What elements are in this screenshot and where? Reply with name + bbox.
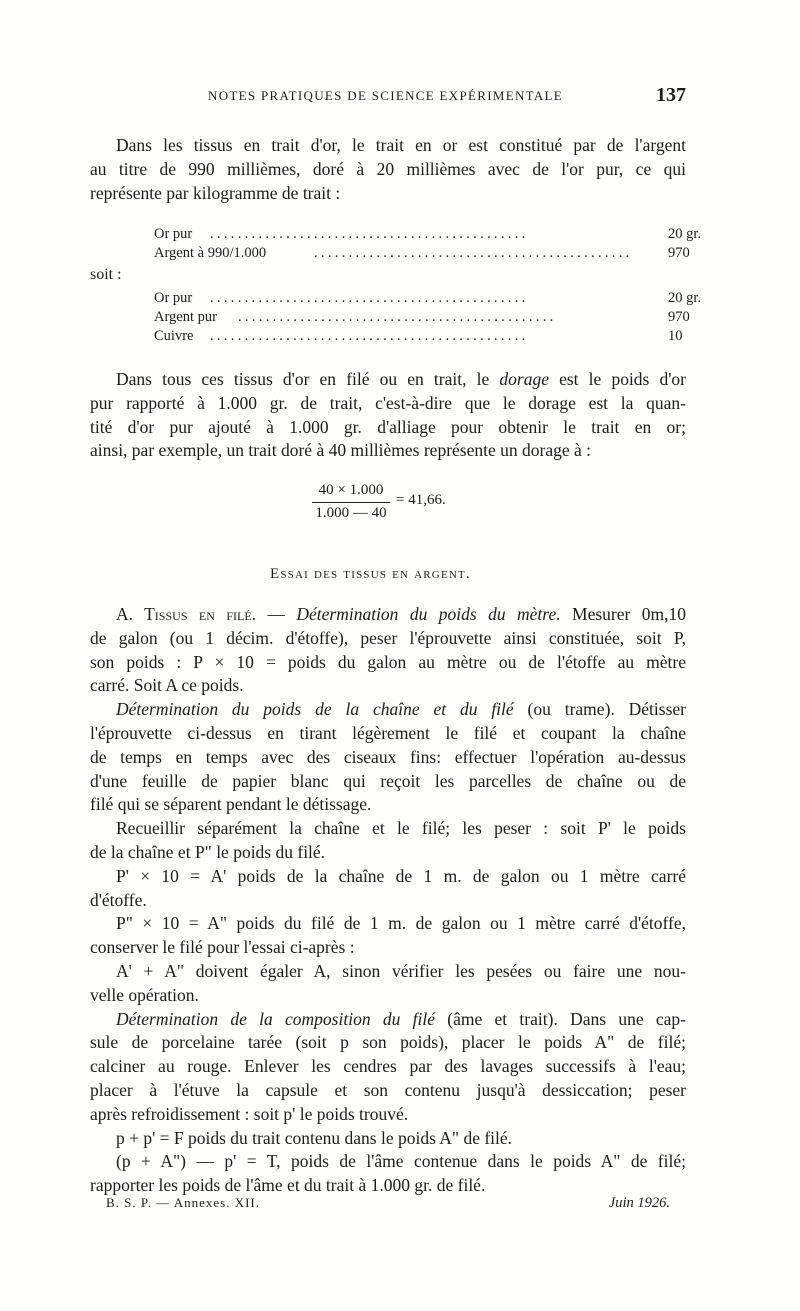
leader-dots: ..............................................	[210, 290, 529, 306]
text-line: p + p' = F poids du trait contenu dans le poids A" de filé.	[116, 1127, 513, 1148]
text-line: ainsi, par exemple, un trait doré à 40 millièmes représente un dorage à :	[90, 440, 591, 461]
leader-dots: ..............................................	[238, 309, 557, 325]
page-footer	[90, 1195, 670, 1215]
text-line: Détermination de la composition du filé (âme et trait). Dans une cap-	[116, 1008, 686, 1029]
text-line: son poids : P × 10 = poids du galon au mètre ou de l'étoffe au mètre	[90, 651, 686, 672]
footer-date: Juin 1926.	[608, 1195, 670, 1211]
text-line: tité d'or pur ajouté à 1.000 gr. d'alliage pour obtenir le trait en or;	[90, 416, 686, 437]
text-line: P' × 10 = A' poids de la chaîne de 1 m. de galon ou 1 mètre carré	[116, 865, 686, 886]
row-value: 970	[668, 245, 690, 261]
text-line: Dans les tissus en trait d'or, le trait en or est constitué par de l'argent	[116, 135, 686, 155]
text-line: de galon (ou 1 décim. d'étoffe), peser l'éprouvette ainsi constituée, soit P,	[90, 627, 686, 648]
running-title: NOTES PRATIQUES DE SCIENCE EXPÉRIMENTALE	[208, 88, 564, 103]
fraction	[312, 482, 390, 525]
text-line: Dans tous ces tissus d'or en filé ou en trait, le dorage est le poids d'or	[116, 369, 686, 389]
text-line: Détermination du poids de la chaîne et du filé (ou trame). Détisser	[116, 699, 686, 720]
soit-label: soit :	[90, 266, 122, 283]
text-line: P" × 10 = A" poids du filé de 1 m. de galon ou 1 mètre carré d'étoffe,	[116, 913, 686, 934]
text-line: de temps en temps avec des ciseaux fins: effectuer l'opération au-dessus	[90, 746, 686, 767]
denominator: 1.000 — 40	[315, 505, 387, 521]
text-line: velle opération.	[90, 984, 199, 1005]
text-line: de la chaîne et P" le poids du filé.	[90, 841, 326, 862]
text-line: au titre de 990 millièmes, doré à 20 millièmes avec de l'or pur, ce qui	[90, 158, 686, 179]
body-text	[90, 603, 686, 1198]
text-line: après refroidissement : soit p' le poids trouvé.	[90, 1103, 409, 1124]
text-line: d'une feuille de papier blanc qui reçoit les parcelles de chaîne ou de	[90, 770, 686, 791]
text-line: carré. Soit A ce poids.	[90, 675, 244, 696]
leader-dots: ..............................................	[314, 245, 633, 261]
row-value: 20 gr.	[668, 290, 702, 306]
text-line: pur rapporté à 1.000 gr. de trait, c'est-à-dire que le dorage est la quan-	[90, 392, 686, 413]
dorage-paragraph	[90, 368, 686, 463]
text-line: calciner au rouge. Enlever les cendres par des lavages successifs à l'eau;	[90, 1056, 686, 1077]
composition-row	[154, 290, 710, 310]
text-line: conserver le filé pour l'essai ci-après :	[90, 937, 355, 958]
text-line: A. Tissus en filé. — Détermination du poids du mètre. Mesurer 0m,10	[116, 604, 686, 624]
formula-result: = 41,66.	[396, 492, 446, 508]
row-label: Or pur	[154, 290, 193, 306]
composition-row	[154, 309, 710, 329]
row-value: 20 gr.	[668, 226, 702, 242]
text-line: placer à l'étuve la capsule et son contenu jusqu'à dessiccation; peser	[90, 1079, 686, 1100]
row-label: Argent pur	[154, 309, 217, 325]
intro-paragraph	[90, 134, 686, 205]
composition-row	[154, 245, 710, 265]
text-line: sule de porcelaine tarée (soit p son poids), placer le poids A" de filé;	[90, 1032, 686, 1053]
running-head	[90, 84, 686, 110]
composition-row	[154, 328, 710, 348]
text-line: l'éprouvette ci-dessus en tirant légèrement le filé et coupant la chaîne	[90, 722, 686, 743]
row-label: Cuivre	[154, 328, 194, 344]
leader-dots: ..............................................	[210, 328, 529, 344]
page-number: 137	[656, 84, 686, 106]
section-heading: Essai des tissus en argent.	[270, 566, 471, 582]
row-value: 970	[668, 309, 690, 325]
leader-dots: ..............................................	[210, 226, 529, 242]
row-label: Or pur	[154, 226, 193, 242]
text-line: Recueillir séparément la chaîne et le filé; les peser : soit P' le poids	[116, 818, 686, 839]
composition-table	[90, 226, 702, 346]
text-line: d'étoffe.	[90, 889, 147, 910]
row-value: 10	[668, 328, 683, 344]
text-line: (p + A") — p' = T, poids de l'âme contenue dans le poids A" de filé;	[116, 1151, 686, 1172]
dorage-formula	[312, 482, 512, 528]
row-label: Argent à 990/1.000	[154, 245, 267, 261]
text-line: filé qui se séparent pendant le détissage.	[90, 794, 372, 815]
composition-row	[154, 226, 710, 246]
text-line: A' + A" doivent égaler A, sinon vérifier les pesées ou faire une nou-	[116, 960, 686, 981]
numerator: 40 × 1.000	[312, 482, 390, 503]
text-line: rapporter les poids de l'âme et du trait à 1.000 gr. de filé.	[90, 1175, 486, 1196]
text-line: représente par kilogramme de trait :	[90, 182, 341, 203]
footer-reference: B. S. P. — Annexes. XII.	[106, 1195, 261, 1210]
